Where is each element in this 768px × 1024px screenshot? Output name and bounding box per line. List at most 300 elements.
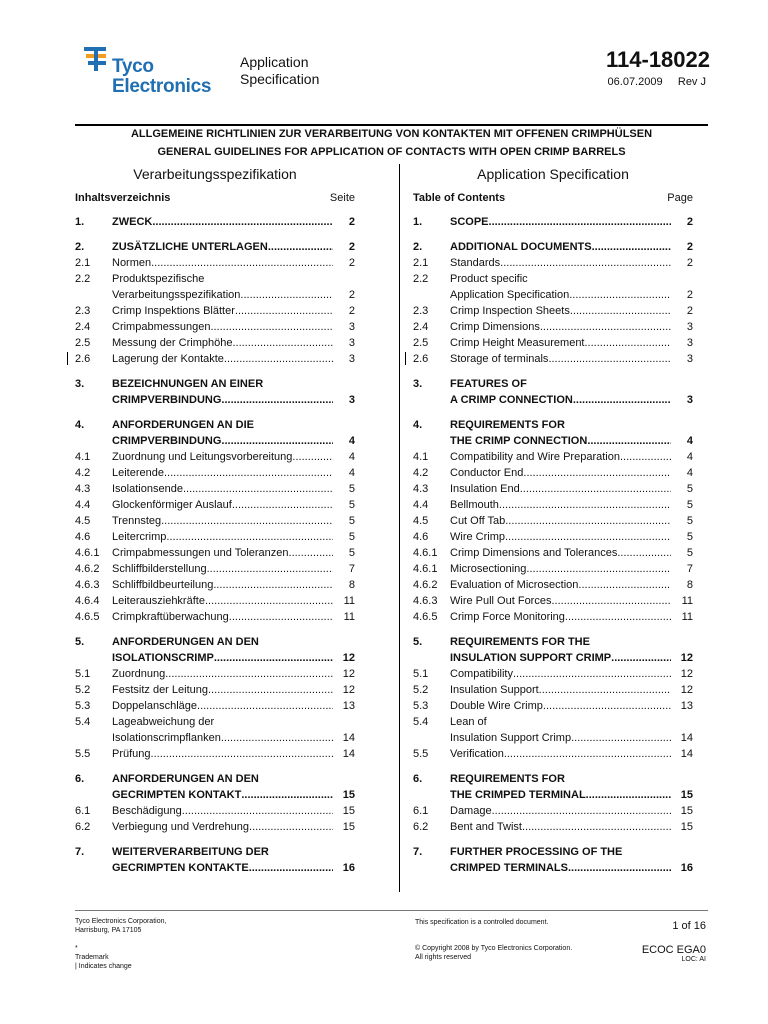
toc-entry (75, 844, 355, 876)
toc-entry (413, 376, 693, 408)
dot-leader (573, 392, 671, 408)
toc-entry-number: 4.6.3 (75, 579, 100, 591)
toc-entry (413, 271, 693, 303)
toc-entry-title: Schliffbilderstellung (112, 563, 207, 575)
toc-entry-page: 5 (686, 483, 693, 495)
toc-entry-number: 4.6 (413, 531, 429, 543)
toc-entry (75, 561, 355, 577)
toc-entry (75, 545, 355, 561)
toc-entry-title: BEZEICHNUNGEN AN EINER (112, 378, 264, 390)
toc-entry-title: CRIMPVERBINDUNG (112, 435, 222, 447)
toc-entry-title: Trennsteg (112, 515, 162, 527)
toc-entry (75, 449, 355, 465)
toc-entry (75, 376, 355, 408)
toc-entry-page: 12 (342, 652, 355, 664)
dot-leader (208, 682, 333, 698)
toc-entry (75, 271, 355, 303)
toc-entry-page: 3 (348, 337, 355, 349)
dot-leader (221, 392, 333, 408)
toc-entry (413, 255, 693, 271)
toc-entry-number: 5. (413, 636, 423, 648)
toc-entry-title: ADDITIONAL DOCUMENTS (450, 241, 592, 253)
dot-leader (569, 287, 671, 303)
toc-entry-number: 2.1 (75, 257, 91, 269)
dot-leader (182, 803, 333, 819)
dot-leader (522, 819, 671, 835)
dot-leader (620, 449, 671, 465)
toc-entry-page: 4 (348, 451, 355, 463)
toc-label: Table of Contents (413, 192, 506, 204)
column-title: Application Specification (477, 166, 629, 182)
toc-entry-page: 11 (343, 611, 355, 623)
toc-entry-page: 11 (681, 611, 693, 623)
document-date-revision (608, 76, 706, 88)
toc-entry-number: 2.2 (413, 273, 429, 285)
dot-leader (152, 214, 333, 230)
document-number: 114-18022 (606, 47, 710, 72)
dot-leader (539, 682, 671, 698)
toc-entry-page: 2 (686, 216, 693, 228)
toc-entry-title: Damage (450, 805, 492, 817)
toc-entry-page: 11 (343, 595, 355, 607)
dot-leader (587, 433, 671, 449)
page-counter: 1 of 16 (672, 920, 706, 932)
toc-entry-number: 2.2 (75, 273, 91, 285)
toc-entry (75, 771, 355, 803)
change-bar (67, 352, 68, 365)
dot-leader (578, 577, 671, 593)
toc-entry-title: Crimpabmessungen und Toleranzen (112, 547, 289, 559)
footer-company (75, 917, 166, 935)
loc-code: LOC: AI (681, 956, 706, 963)
toc-entry-number: 5.3 (413, 700, 429, 712)
toc-entry (413, 593, 693, 609)
toc-entry-title: CRIMPED TERMINALS (450, 862, 568, 874)
toc-entry-number: 6.2 (413, 821, 429, 833)
toc-entry-number: 2.6 (413, 353, 429, 365)
toc-entry-number: 4.6.1 (413, 563, 438, 575)
toc-entry (75, 819, 355, 835)
page-label: Seite (329, 192, 355, 204)
toc-entry (413, 666, 693, 682)
toc-entry-title: Lean of (450, 716, 487, 728)
tyco-electronics-logo (82, 42, 232, 98)
title-english: GENERAL GUIDELINES FOR APPLICATION OF CONTACTS WITH OPEN CRIMP BARRELS (157, 146, 626, 158)
toc-entry-page: 5 (686, 515, 693, 527)
toc-entry (75, 319, 355, 335)
toc-entry-number: 4. (75, 419, 85, 431)
dot-leader (213, 577, 333, 593)
toc-entry-title: Microsectioning (450, 563, 527, 575)
dot-leader (240, 287, 333, 303)
toc-entry-title: THE CRIMPED TERMINAL (450, 789, 586, 801)
toc-entry-page: 14 (342, 748, 355, 760)
dot-leader (526, 561, 671, 577)
toc-entry-number: 4.4 (75, 499, 91, 511)
toc-entry-page: 5 (348, 531, 355, 543)
ecoc-code: ECOC EGA0 (641, 944, 706, 956)
dot-leader (232, 497, 333, 513)
doc-type-line1: Application (240, 54, 309, 70)
toc-entry-title: Isolationscrimpflanken (112, 732, 221, 744)
toc-entry-page: 4 (348, 435, 355, 447)
toc-entry-title: Schliffbildbeurteilung (112, 579, 214, 591)
document-revision: Rev J (677, 76, 706, 88)
toc-entry-page: 3 (686, 394, 693, 406)
toc-entry-title: Insulation Support Crimp (450, 732, 572, 744)
toc-entry (413, 714, 693, 746)
toc-entry-title: Zuordnung (112, 668, 166, 680)
dot-leader (520, 481, 671, 497)
toc-entry (413, 698, 693, 714)
toc-entry-page: 3 (348, 394, 355, 406)
toc-entry-title: Lageabweichung der (112, 716, 215, 728)
toc-entry-title: Conductor End (450, 467, 524, 479)
toc-entry-title: Crimp Inspektions Blätter (112, 305, 235, 317)
toc-entry-number: 6.2 (75, 821, 91, 833)
toc-entry-title: Verarbeitungsspezifikation (112, 289, 241, 301)
toc-entry (413, 803, 693, 819)
toc-entry-page: 2 (348, 241, 355, 253)
toc-entry-title: FURTHER PROCESSING OF THE (450, 846, 623, 858)
toc-entry (413, 465, 693, 481)
toc-entry-number: 2.3 (413, 305, 429, 317)
toc-entry-number: 7. (75, 846, 85, 858)
brand-name-line2: Electronics (112, 76, 212, 97)
toc-entry-number: 5.4 (75, 716, 91, 728)
toc-entry-title: A CRIMP CONNECTION (450, 394, 573, 406)
dot-leader (585, 335, 672, 351)
toc-entry (75, 666, 355, 682)
dot-leader (224, 351, 333, 367)
toc-entry (413, 771, 693, 803)
toc-entry-number: 4.5 (413, 515, 429, 527)
toc-entry-number: 2. (413, 241, 423, 253)
toc-entry-title: FEATURES OF (450, 378, 527, 390)
toc-entry-title: Compatibility and Wire Preparation (450, 451, 620, 463)
toc-entry-title: Doppelanschläge (112, 700, 198, 712)
toc-entry-title: ZWECK (112, 216, 153, 228)
toc-entry-title: THE CRIMP CONNECTION (450, 435, 588, 447)
toc-entry-page: 4 (348, 467, 355, 479)
dot-leader (232, 335, 333, 351)
toc-entry-page: 12 (342, 684, 355, 696)
company-address: Harrisburg, PA 17105 (75, 927, 142, 934)
doc-type-line2: Specification (240, 71, 320, 87)
toc-entry-number: 4.6.4 (75, 595, 100, 607)
toc-entry (75, 335, 355, 351)
toc-entry-page: 7 (686, 563, 693, 575)
toc-entry (75, 634, 355, 666)
toc-entry-title: Leitercrimp (112, 531, 167, 543)
toc-entry-page: 5 (348, 483, 355, 495)
toc-entry-page: 12 (680, 684, 693, 696)
rights: All rights reserved (415, 954, 472, 961)
company-name: Tyco Electronics Corporation, (75, 918, 167, 925)
dot-leader (221, 433, 333, 449)
toc-entry (413, 634, 693, 666)
toc-entry-title: ZUSÄTZLICHE UNTERLAGEN (112, 241, 268, 253)
document-type (240, 54, 319, 88)
toc-entry (413, 239, 693, 255)
toc-list (413, 214, 693, 876)
toc-entry-number: 4.5 (75, 515, 91, 527)
toc-entry-title: Leiterende (112, 467, 164, 479)
toc-entry-page: 4 (686, 451, 693, 463)
toc-entry (75, 513, 355, 529)
toc-entry (413, 351, 693, 367)
dot-leader (214, 650, 333, 666)
toc-entry-page: 14 (680, 732, 693, 744)
dot-leader (540, 319, 671, 335)
toc-entry-page: 15 (342, 805, 355, 817)
dot-leader (617, 545, 671, 561)
toc-entry (413, 609, 693, 625)
toc-entry-page: 11 (681, 595, 693, 607)
dot-leader (207, 561, 333, 577)
dot-leader (221, 730, 333, 746)
toc-entry-title: INSULATION SUPPORT CRIMP (450, 652, 612, 664)
toc-entry-page: 8 (686, 579, 693, 591)
change-note: | Indicates change (75, 963, 132, 970)
dot-leader (513, 666, 671, 682)
toc-entry-page: 5 (348, 515, 355, 527)
toc-entry-number: 4.2 (413, 467, 429, 479)
toc-entry-number: 4.3 (413, 483, 429, 495)
toc-entry-title: ANFORDERUNGEN AN DIE (112, 419, 254, 431)
dot-leader (523, 465, 671, 481)
toc-entry-page: 5 (348, 547, 355, 559)
toc-label: Inhaltsverzeichnis (75, 192, 171, 204)
toc-entry-number: 4.6.5 (75, 611, 100, 623)
footer-rule (75, 910, 708, 911)
toc-entry (75, 529, 355, 545)
dot-leader (592, 239, 671, 255)
toc-entry-number: 2.5 (413, 337, 429, 349)
toc-entry-page: 2 (686, 305, 693, 317)
toc-entry (413, 497, 693, 513)
toc-entry (75, 609, 355, 625)
toc-entry (413, 481, 693, 497)
toc-entry-number: 1. (75, 216, 85, 228)
toc-entry-title: Zuordnung und Leitungsvorbereitung (112, 451, 293, 463)
toc-entry-number: 4.6.3 (413, 595, 438, 607)
footer-legend (75, 944, 132, 971)
toc-entry-number: 5.3 (75, 700, 91, 712)
toc-entry (75, 481, 355, 497)
toc-entry-page: 15 (342, 821, 355, 833)
toc-entry-title: Crimp Height Measurement (450, 337, 585, 349)
toc-entry-page: 5 (686, 499, 693, 511)
toc-entry (413, 746, 693, 762)
dot-leader (571, 730, 671, 746)
toc-list (75, 214, 355, 876)
toc-entry (75, 351, 355, 367)
trademark-symbol: * (75, 945, 78, 952)
header-rule (75, 124, 708, 126)
toc-entry-page: 8 (348, 579, 355, 591)
toc-entry-title: CRIMPVERBINDUNG (112, 394, 222, 406)
toc-entry (413, 449, 693, 465)
toc-entry-title: Evaluation of Microsection (450, 579, 579, 591)
toc-entry-page: 4 (686, 435, 693, 447)
toc-entry (413, 335, 693, 351)
dot-leader (229, 609, 333, 625)
toc-entry-title: Crimp Force Monitoring (450, 611, 565, 623)
toc-entry-page: 5 (348, 499, 355, 511)
toc-entry-page: 16 (342, 862, 355, 874)
toc-entry-title: Crimpkraftüberwachung (112, 611, 229, 623)
toc-entry (75, 714, 355, 746)
toc-entry-number: 4.6.1 (413, 547, 438, 559)
toc-entry (75, 577, 355, 593)
toc-entry-page: 3 (348, 321, 355, 333)
toc-entry-page: 7 (348, 563, 355, 575)
toc-entry-number: 2.3 (75, 305, 91, 317)
dot-leader (492, 803, 671, 819)
toc-entry-number: 4.1 (75, 451, 91, 463)
toc-entry-number: 6.1 (75, 805, 91, 817)
toc-entry-title: Normen (112, 257, 152, 269)
footer-copyright (415, 944, 572, 962)
toc-entry (413, 545, 693, 561)
toc-entry-number: 5. (75, 636, 85, 648)
copyright: © Copyright 2008 by Tyco Electronics Corporation. (415, 945, 573, 952)
toc-entry-title: Compatibility (450, 668, 513, 680)
dot-leader (249, 860, 333, 876)
toc-entry-title: Standards (450, 257, 501, 269)
toc-entry-number: 2. (75, 241, 85, 253)
toc-entry-number: 2.6 (75, 353, 91, 365)
toc-entry-page: 12 (680, 652, 693, 664)
toc-entry-title: REQUIREMENTS FOR (450, 773, 565, 785)
column-divider (399, 164, 400, 892)
toc-entry-page: 12 (342, 668, 355, 680)
dot-leader (151, 746, 333, 762)
toc-entry-number: 5.1 (75, 668, 91, 680)
toc-entry-page: 14 (342, 732, 355, 744)
dot-leader (165, 666, 333, 682)
toc-entry-number: 5.4 (413, 716, 429, 728)
toc-entry-title: Application Specification (450, 289, 570, 301)
toc-entry-number: 2.1 (413, 257, 429, 269)
toc-entry (75, 698, 355, 714)
toc-entry-title: Insulation Support (450, 684, 539, 696)
dot-leader (505, 529, 671, 545)
dot-leader (151, 255, 333, 271)
toc-entry (413, 513, 693, 529)
toc-entry-title: Crimp Dimensions and Tolerances (450, 547, 618, 559)
dot-leader (570, 303, 671, 319)
toc-entry (75, 255, 355, 271)
dot-leader (551, 593, 671, 609)
toc-entry-title: Double Wire Crimp (450, 700, 543, 712)
dot-leader (568, 860, 671, 876)
toc-entry (413, 214, 693, 230)
toc-entry-title: Crimpabmessungen (112, 321, 211, 333)
toc-entry (413, 819, 693, 835)
toc-entry-title: Glockenförmiger Auslauf (112, 499, 232, 511)
dot-leader (586, 787, 671, 803)
controlled-note: This specification is a controlled document. (415, 919, 549, 926)
dot-leader (565, 609, 671, 625)
toc-column-german (75, 164, 355, 876)
dot-leader (500, 255, 671, 271)
toc-entry-number: 6.1 (413, 805, 429, 817)
dot-leader (543, 698, 671, 714)
toc-column-english (413, 164, 693, 876)
toc-entry-number: 4.4 (413, 499, 429, 511)
toc-entry (413, 682, 693, 698)
tyco-logo-icon (82, 44, 112, 72)
toc-entry (413, 529, 693, 545)
toc-entry-title: Storage of terminals (450, 353, 549, 365)
toc-entry-title: Beschädigung (112, 805, 182, 817)
toc-entry-page: 16 (680, 862, 693, 874)
toc-entry (75, 303, 355, 319)
toc-entry-number: 4.6.1 (75, 547, 100, 559)
toc-entry (75, 239, 355, 255)
toc-entry (75, 746, 355, 762)
toc-entry-title: Cut Off Tab (450, 515, 506, 527)
toc-entry (75, 417, 355, 449)
dot-leader (548, 351, 671, 367)
toc-entry-page: 2 (686, 289, 693, 301)
toc-entry-page: 14 (680, 748, 693, 760)
toc-entry-title: Festsitz der Leitung (112, 684, 208, 696)
toc-entry-title: Bent and Twist (450, 821, 522, 833)
toc-entry-title: Wire Crimp (450, 531, 505, 543)
toc-entry (75, 682, 355, 698)
dot-leader (205, 593, 333, 609)
dot-leader (197, 698, 333, 714)
toc-entry-number: 3. (75, 378, 85, 390)
toc-entry-page: 13 (680, 700, 693, 712)
toc-entry-number: 4.6.2 (75, 563, 100, 575)
toc-entry (413, 561, 693, 577)
toc-entry-title: ANFORDERUNGEN AN DEN (112, 773, 259, 785)
toc-entry-number: 5.2 (75, 684, 91, 696)
toc-entry-title: Prüfung (112, 748, 151, 760)
page-label: Page (667, 192, 693, 204)
toc-entry (75, 214, 355, 230)
toc-entry-page: 15 (680, 821, 693, 833)
toc-entry-title: Wire Pull Out Forces (450, 595, 552, 607)
toc-entry-title: Product specific (450, 273, 528, 285)
toc-entry-page: 12 (680, 668, 693, 680)
dot-leader (249, 819, 333, 835)
toc-entry-title: Crimp Dimensions (450, 321, 540, 333)
toc-entry-number: 4.3 (75, 483, 91, 495)
toc-entry-page: 5 (686, 531, 693, 543)
toc-entry-page: 2 (686, 257, 693, 269)
toc-entry-number: 4.6 (75, 531, 91, 543)
toc-entry-number: 5.2 (413, 684, 429, 696)
toc-entry-title: ISOLATIONSCRIMP (112, 652, 214, 664)
toc-entry-page: 3 (686, 353, 693, 365)
toc-entry-title: Messung der Crimphöhe (112, 337, 233, 349)
dot-leader (504, 746, 671, 762)
toc-entry-number: 5.1 (413, 668, 429, 680)
toc-entry-title: GECRIMPTEN KONTAKT (112, 789, 242, 801)
toc-entry-page: 2 (348, 305, 355, 317)
toc-entry-number: 4.6.2 (413, 579, 438, 591)
toc-entry-number: 2.4 (75, 321, 91, 333)
trademark-label: Trademark (75, 954, 109, 961)
dot-leader (166, 529, 333, 545)
column-title: Verarbeitungsspezifikation (133, 166, 297, 182)
toc-entry-page: 15 (680, 789, 693, 801)
